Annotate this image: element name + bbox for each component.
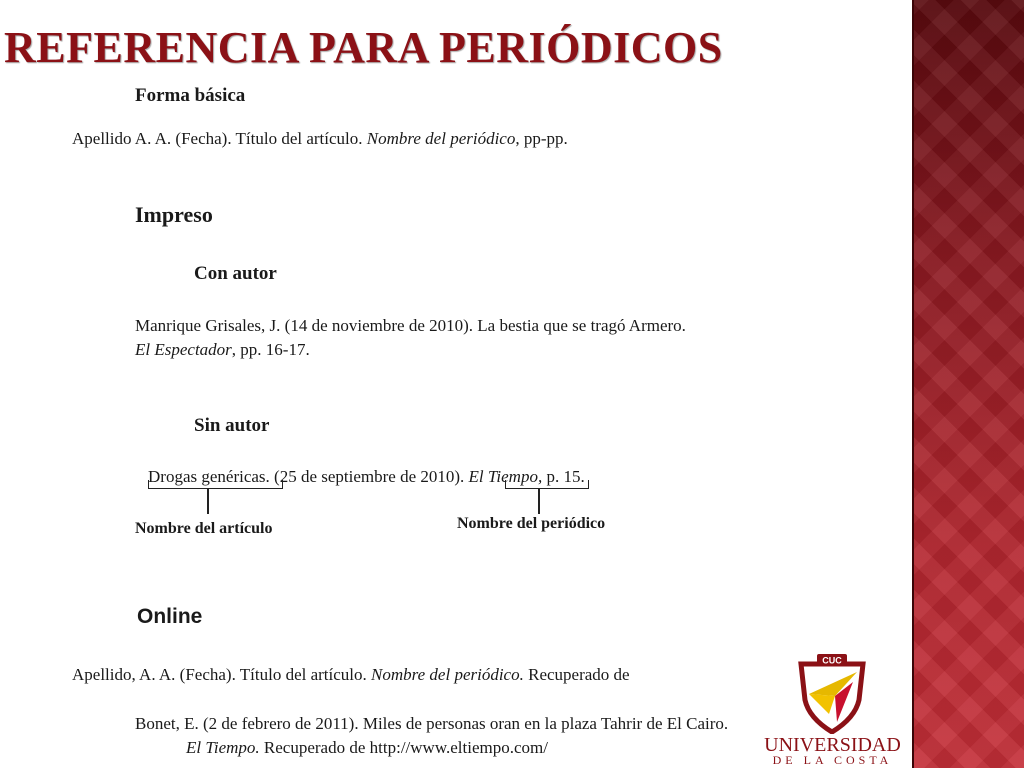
con-autor-ref-line2 (135, 340, 310, 360)
newspaper-pointer-line (538, 489, 540, 514)
con-autor-newspaper: El Espectador (135, 340, 232, 359)
decorative-side-band (912, 0, 1024, 768)
newspaper-bracket (505, 480, 589, 489)
basic-form-reference (72, 129, 568, 149)
sin-autor-article: Drogas genéricas. (148, 467, 270, 486)
online-example-url: Recuperado de http://www.eltiempo.com/ (259, 738, 548, 757)
basic-ref-text-1: Apellido A. A. (Fecha). Título del artículo. (72, 129, 367, 148)
heading-forma-basica: Forma básica (135, 85, 246, 106)
online-ref-text-1: Apellido, A. A. (Fecha). Título del artículo. (72, 665, 372, 684)
logo-badge-text: CUC (822, 655, 842, 666)
online-example-line2 (186, 738, 548, 758)
heading-sin-autor: Sin autor (194, 415, 270, 436)
sin-autor-pages: p. 15. (542, 467, 585, 486)
university-logo (760, 652, 905, 767)
sin-autor-date: (25 de septiembre de 2010). (269, 467, 469, 486)
basic-ref-text-2: , pp-pp. (515, 129, 568, 148)
label-article-name: Nombre del artículo (135, 520, 273, 537)
article-pointer-line (207, 489, 209, 514)
sin-autor-newspaper: El Tiempo, (468, 467, 543, 486)
online-example-line1: Bonet, E. (2 de febrero de 2011). Miles de personas oran en la plaza Tahrir de El Cairo. (135, 714, 729, 733)
heading-impreso: Impreso (135, 202, 213, 227)
online-ref-newspaper: Nombre del periódico. (371, 665, 524, 684)
heading-con-autor: Con autor (194, 263, 277, 284)
online-example-newspaper: El Tiempo. (186, 738, 260, 757)
online-basic-reference (72, 665, 630, 685)
online-ref-text-2: Recuperado de (523, 665, 630, 684)
con-autor-ref-line1: Manrique Grisales, J. (14 de noviembre de 2010). La bestia que se tragó Armero. (135, 316, 686, 335)
logo-university-subtitle: DE LA COSTA (772, 753, 893, 767)
basic-ref-newspaper: Nombre del periódico (366, 129, 516, 148)
label-newspaper-name: Nombre del periódico (457, 515, 606, 532)
slide-title: REFERENCIA PARA PERIÓDICOS (4, 23, 723, 72)
article-bracket (148, 480, 283, 489)
logo-university-name: UNIVERSIDAD (764, 734, 901, 756)
shield-icon (795, 652, 869, 734)
con-autor-pages: , pp. 16-17. (231, 340, 310, 359)
heading-online: Online (137, 605, 203, 628)
